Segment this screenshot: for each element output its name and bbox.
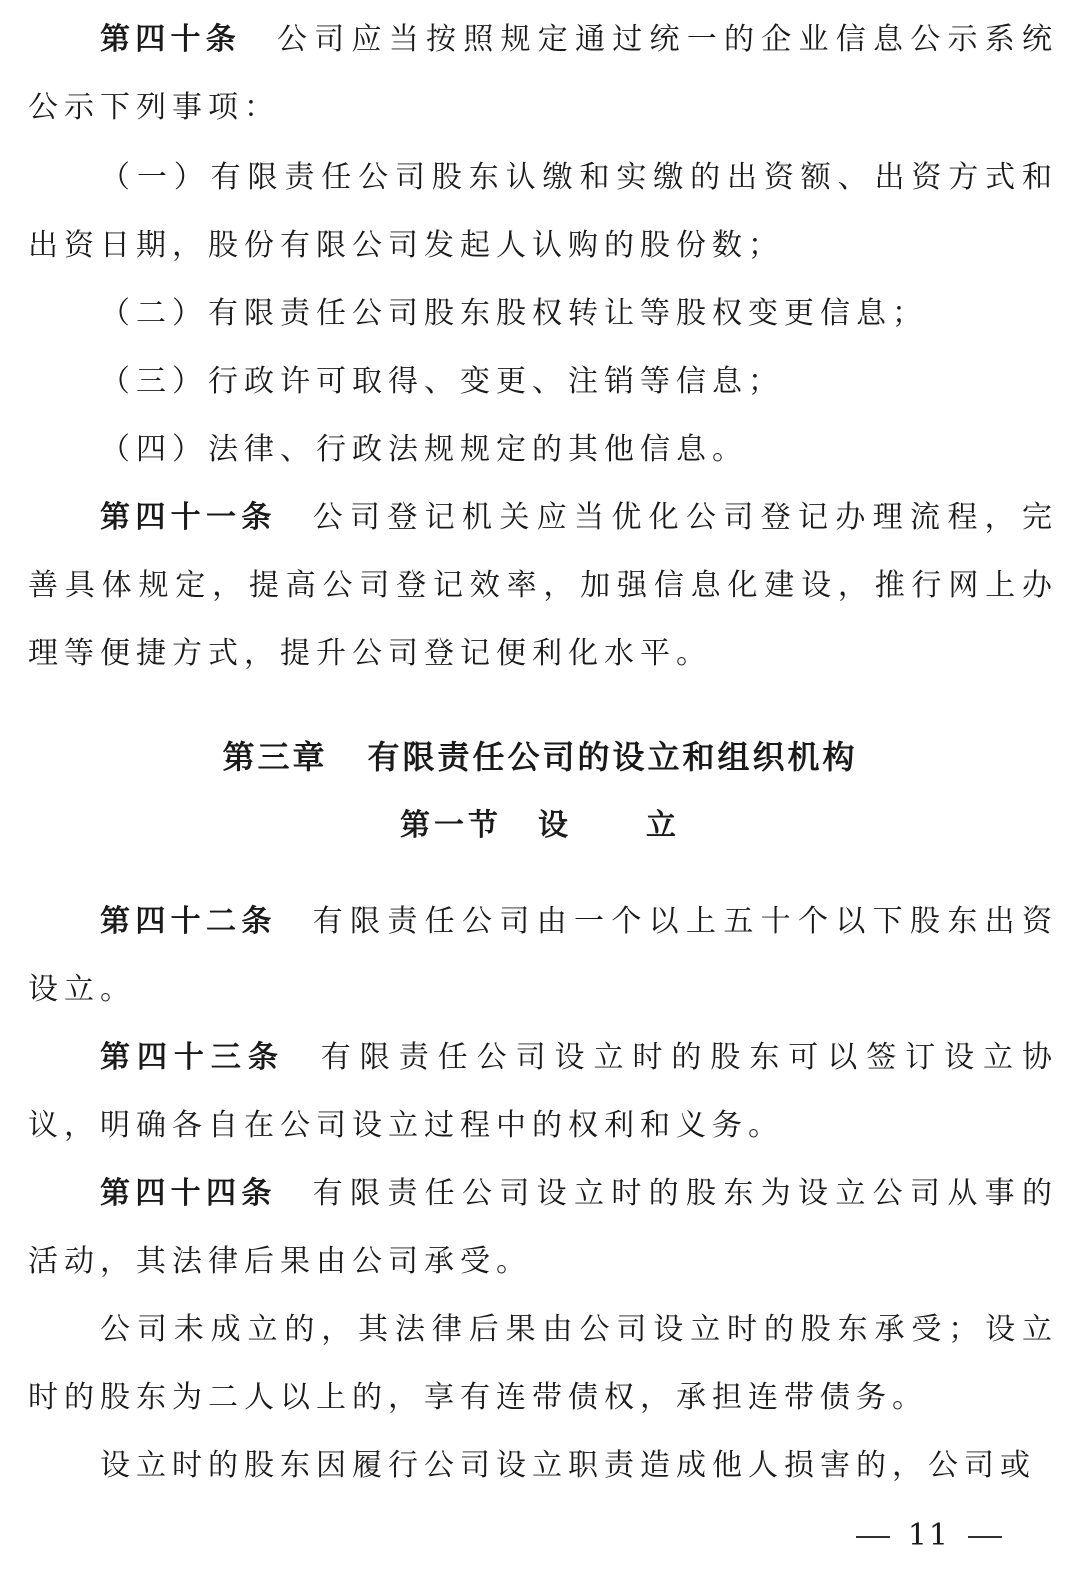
section-number: 第一节 (400, 808, 502, 843)
article-40 (28, 6, 1058, 142)
list-item-text: （一）有限责任公司股东认缴和实缴的出资额、出资方式和出资日期，股份有限公司发起人认购的股份数； (28, 160, 1058, 263)
article-title: 第四十二条 (100, 904, 277, 939)
footer-dash-right (968, 1536, 1002, 1538)
article-title: 第四十条 (100, 22, 241, 57)
article-title: 第四十三条 (100, 1040, 285, 1075)
page-footer (838, 1518, 1020, 1553)
article-40-item-3 (28, 348, 1058, 416)
article-text: 公司登记机关应当优化公司登记办理流程，完善具体规定，提高公司登记效率，加强信息化建设，推行网上办理等便捷方式，提升公司登记便利化水平。 (28, 500, 1059, 671)
article-text: 有限责任公司设立时的股东可以签订设立协议，明确各自在公司设立过程中的权利和义务。 (28, 1040, 1059, 1143)
article-40-item-4 (28, 416, 1058, 484)
article-43 (28, 1024, 1058, 1160)
section-title-part2: 立 (646, 808, 680, 843)
list-item-text: （三）行政许可取得、变更、注销等信息； (100, 364, 784, 399)
paragraph-text: 设立时的股东因履行公司设立职责造成他人损害的，公司或 (100, 1448, 1036, 1483)
article-42 (28, 888, 1058, 1024)
article-40-item-1 (28, 144, 1058, 280)
article-text: 有限责任公司设立时的股东为设立公司从事的活动，其法律后果由公司承受。 (28, 1176, 1059, 1279)
section-heading (0, 800, 1080, 844)
list-item-text: （四）法律、行政法规规定的其他信息。 (100, 432, 748, 467)
list-item-text: （二）有限责任公司股东股权转让等股权变更信息； (100, 296, 928, 331)
page-number: 11 (907, 1518, 950, 1553)
chapter-heading (0, 732, 1080, 778)
article-text: 有限责任公司由一个以上五十个以下股东出资设立。 (28, 904, 1059, 1007)
chapter-number: 第三章 (222, 738, 328, 776)
paragraph-text: 公司未成立的，其法律后果由公司设立时的股东承受；设立时的股东为二人以上的，享有连带债权，承担连带债务。 (28, 1312, 1058, 1415)
section-title-part1: 设 (538, 808, 572, 843)
article-44-paragraph-3 (28, 1432, 1058, 1500)
article-44 (28, 1160, 1058, 1296)
article-title: 第四十一条 (100, 500, 277, 535)
article-44-paragraph-2 (28, 1296, 1058, 1432)
article-title: 第四十四条 (100, 1176, 277, 1211)
footer-dash-left (856, 1536, 890, 1538)
chapter-title: 有限责任公司的设立和组织机构 (367, 738, 858, 776)
article-text: 公司应当按照规定通过统一的企业信息公示系统公示下列事项： (28, 22, 1058, 125)
article-41 (28, 484, 1058, 688)
article-40-item-2 (28, 280, 1058, 348)
